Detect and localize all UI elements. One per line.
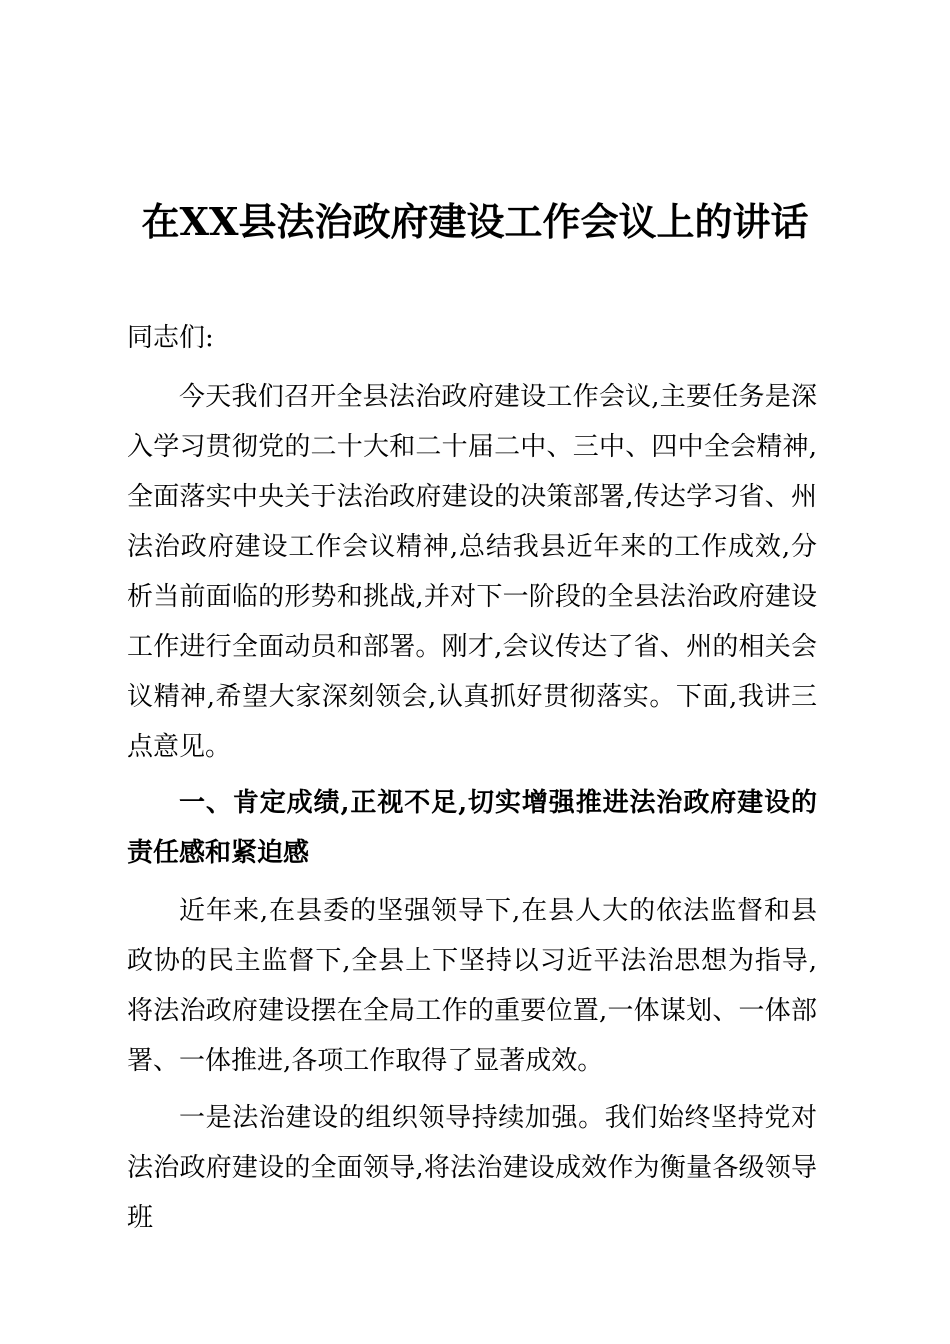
section-heading: 一、肯定成绩,正视不足,切实增强推进法治政府建设的责任感和紧迫感 bbox=[127, 788, 817, 868]
paragraph-achievements: 近年来,在县委的坚强领导下,在县人大的依法监督和县政协的民主监督下,全县上下坚持以习近平法治思想为指导,将法治政府建设摆在全局工作的重要位置,一体谋划、一体部署、一体推进,各项工作取得了显著成效。 bbox=[127, 896, 817, 1076]
paragraph-intro: 今天我们召开全县法治政府建设工作会议,主要任务是深入学习贯彻党的二十大和二十届二中、三中、四中全会精神,全面落实中央关于法治政府建设的决策部署,传达学习省、州法治政府建设工作会议精神,总结我县近年来的工作成效,分析当前面临的形势和挑战,并对下一阶段的全县法治政府建设工作进行全面动员和部署。刚才,会议传达了省、州的相关会议精神,希望大家深刻领会,认真抓好贯彻落实。下面,我讲三点意见。 bbox=[127, 382, 817, 762]
paragraph-point-one: 一是法治建设的组织领导持续加强。我们始终坚持党对法治政府建设的全面领导,将法治建设成效作为衡量各级领导班 bbox=[127, 1103, 817, 1233]
document-title: 在XX县法治政府建设工作会议上的讲话 bbox=[141, 199, 809, 244]
greeting: 同志们: bbox=[127, 323, 214, 353]
